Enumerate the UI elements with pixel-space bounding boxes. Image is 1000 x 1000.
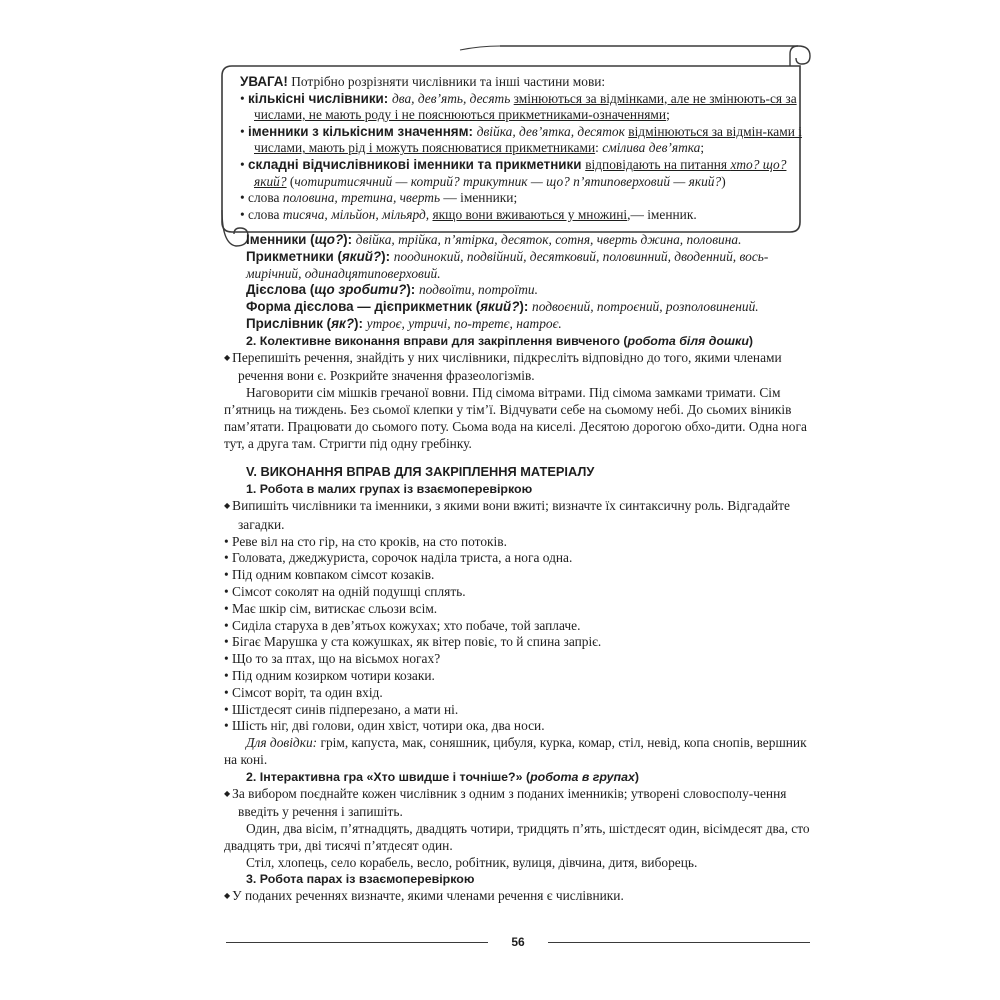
- sec5-task-2: ◆ За вибором поєднайте кожен числівник з одним з поданих іменників; утворені словосполу-чення введіть у речення і запишіть.: [224, 786, 810, 822]
- sec5-step-3-heading: 3. Робота парах із взаємоперевіркою: [246, 872, 475, 887]
- footer-rule-right: [548, 942, 810, 943]
- examples-adjectives: Прикметники (який?): поодинокий, подвійний, десятковий, половинний, дводенний, вось-мирічний, одинадцятиповерховий.: [246, 248, 769, 281]
- note-item-5: • слова тисяча, мільйон, мільярд, якщо вони вживаються у множині,— іменник.: [240, 207, 808, 224]
- examples-verbs: Дієслова (що зробити?): подвоїти, потроїти.: [246, 282, 538, 298]
- page-number: 56: [511, 935, 525, 949]
- riddle-item: • Реве віл на сто гір, на сто кроків, на сто потоків.: [224, 534, 810, 551]
- hint-text: Для довідки: грім, капуста, мак, соняшник, цибуля, курка, комар, стіл, невід, копа снопів, вершник на коні.: [224, 735, 807, 767]
- riddle-item: • Головата, джеджуриста, сорочок наділа триста, а нога одна.: [224, 550, 810, 567]
- note-item-4: • слова половина, третина, чверть — іменники;: [240, 190, 808, 207]
- sec5-task-3: ◆ У поданих реченнях визначте, якими членами речення є числівники.: [224, 888, 810, 907]
- page-footer: [226, 935, 810, 951]
- riddle-item: • Має шкір сім, витискає сльози всім.: [224, 601, 810, 618]
- riddle-item: • Під одним козирком чотири козаки.: [224, 668, 810, 685]
- examples-nouns: Іменники (що?): двійка, трійка, п’ятірка, десяток, сотня, чверть джина, половина.: [246, 232, 742, 247]
- sec5-task-1: ◆ Випишіть числівники та іменники, з якими вони вжиті; визначте їх синтаксичну роль. Відгадайте загадки.: [224, 498, 810, 534]
- idioms-text: Наговорити сім мішків гречаної вовни. Під сімома вітрами. Під сімома замками тримати. Сім п’ятниць на тиждень. Без сьомої клепки у тім’ї. Відчувати себе на сьомому небі. До сьомих віників пам’ятати. Працювати до сьомого поту. Сьома вода на киселі. Десятою дорогою обхо-дити. Одна нога тут, а друга там. Стригти під одну гребінку.: [224, 385, 807, 451]
- examples-adverbs: Прислівник (як?): утроє, утричі, по-третє, натроє.: [246, 315, 562, 331]
- riddles-list: [224, 534, 810, 736]
- sec5-step-2-heading: 2. Інтерактивна гра «Хто швидше і точніше?» (робота в групах): [246, 769, 639, 784]
- attention-note: [240, 74, 808, 223]
- section-5-title: V. ВИКОНАННЯ ВПРАВ ДЛЯ ЗАКРІПЛЕННЯ МАТЕРІАЛУ: [246, 464, 595, 480]
- examples-participles: Форма дієслова — дієприкметник (який?): подвоєний, потроєний, розполовинений.: [246, 299, 759, 315]
- note-title: УВАГА! Потрібно розрізняти числівники та інші частини мови:: [240, 74, 606, 89]
- note-item-3: • складні відчислівникові іменники та прикметники відповідають на питання хто? що? який? (чотиритисячний — котрий? трикутник — що? п’ятиповерховий — який?): [240, 157, 808, 190]
- riddle-item: • Шістдесят синів підперезано, а мати ні.: [224, 702, 810, 719]
- step-2-task: ◆ Перепишіть речення, знайдіть у них числівники, підкресліть відповідно до того, якими членами речення вони є. Розкрийте значення фразеологізмів.: [224, 350, 810, 386]
- riddle-item: • Сиділа старуха в дев’ятьох кожухах; хто побаче, той заплаче.: [224, 618, 810, 635]
- numerals-list: Один, два вісім, п’ятнадцять, двадцять чотири, тридцять п’ять, шістдесят один, вісімдесят два, сто двадцять три, дві тисячі п’ятдесят один.: [224, 821, 810, 853]
- step-2-heading: 2. Колективне виконання вправи для закріплення вивченого (робота біля дошки): [246, 333, 754, 348]
- nouns-list: Стіл, хлопець, село корабель, весло, робітник, вулиця, дівчина, дитя, виборець.: [246, 854, 698, 870]
- riddle-item: • Шість ніг, дві голови, один хвіст, чотири ока, два носи.: [224, 718, 810, 735]
- riddle-item: • Сімсот воріт, та один вхід.: [224, 685, 810, 702]
- riddle-item: • Сімсот соколят на одній подушці сплять.: [224, 584, 810, 601]
- sec5-step-1-heading: 1. Робота в малих групах із взаємоперевіркою: [246, 482, 533, 497]
- riddle-item: • Під одним ковпаком сімсот козаків.: [224, 567, 810, 584]
- riddle-item: • Що то за птах, що на вісьмох ногах?: [224, 651, 810, 668]
- page-body: [224, 232, 810, 907]
- note-item-1: • кількісні числівники: два, дев’ять, десять змінюються за відмінками, але не змінюють-ся за числами, не мають роду і не пояснюються прикметниками-означеннями;: [240, 91, 808, 124]
- note-item-2: • іменники з кількісним значенням: двійка, дев’ятка, десяток відмінюються за відмін-ками і числами, мають рід і можуть пояснюватися прикметниками: смілива дев’ятка;: [240, 124, 808, 157]
- riddle-item: • Бігає Марушка у ста кожушках, як вітер повіє, то й спина запріє.: [224, 634, 810, 651]
